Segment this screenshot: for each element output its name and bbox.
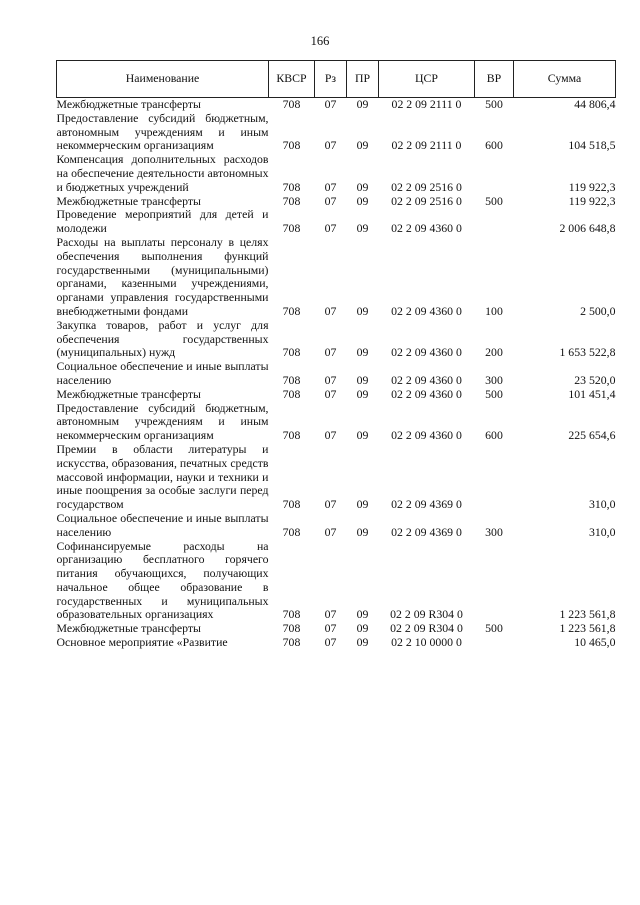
- cell-pr: 09: [356, 607, 369, 622]
- cell-name: Софинансируемые расходы на организацию бесплатного горячего питания обучающихся, получающих начальное общее образование в государственных и муниципальных образовательных организациях: [56, 538, 269, 622]
- column-header-sum: Сумма: [514, 61, 616, 98]
- cell-pr: 09: [356, 497, 369, 512]
- table-row: [57, 153, 616, 194]
- cell-vr: [475, 540, 514, 623]
- cell-rz: 07: [324, 386, 337, 401]
- table-row: [57, 443, 616, 512]
- budget-table: [56, 60, 616, 650]
- cell-kvsr: 708: [282, 97, 301, 111]
- cell-rz: 07: [324, 193, 337, 208]
- cell-pr: 09: [356, 621, 369, 636]
- cell-name: Компенсация дополнительных расходов на обеспечение деятельности автономных и бюджетных учреждений: [56, 152, 269, 194]
- cell-pr: 09: [356, 345, 369, 360]
- table-row: [57, 402, 616, 443]
- cell-vr: 500: [485, 386, 503, 401]
- cell-csr: 02 2 09 4360 0: [391, 428, 462, 443]
- cell-csr: 02 2 09 2516 0: [391, 179, 462, 194]
- cell-rz: 07: [324, 97, 337, 111]
- column-header-rz: Рз: [315, 61, 347, 98]
- cell-vr: 100: [485, 303, 503, 318]
- cell-pr: 09: [356, 372, 369, 387]
- cell-csr: 02 2 09 4369 0: [391, 524, 462, 539]
- cell-pr: 09: [356, 193, 369, 208]
- cell-csr: 02 2 09 4369 0: [391, 497, 462, 512]
- cell-kvsr: 708: [282, 524, 301, 539]
- cell-sum: 1 653 522,8: [559, 345, 616, 360]
- cell-sum: 119 922,3: [568, 193, 616, 208]
- cell-kvsr: 708: [282, 428, 301, 443]
- cell-csr: 02 2 09 R304 0: [390, 621, 463, 636]
- cell-name: Премии в области литературы и искусства, образования, печатных средств массовой информации, науки и техники и иные поощрения за особые заслуги перед государством: [56, 441, 269, 512]
- cell-vr: 500: [485, 621, 503, 636]
- cell-csr: 02 2 09 4360 0: [391, 303, 462, 318]
- table-row: [57, 540, 616, 623]
- cell-name: Проведение мероприятий для детей и молодежи: [56, 207, 269, 236]
- cell-pr: 09: [356, 303, 369, 318]
- cell-vr: 500: [485, 193, 503, 208]
- cell-pr: 09: [356, 635, 369, 650]
- cell-name: Межбюджетные трансферты: [56, 97, 201, 111]
- cell-kvsr: 708: [282, 621, 301, 636]
- table-row: [57, 388, 616, 402]
- cell-csr: 02 2 10 0000 0: [391, 635, 462, 650]
- cell-name: Предоставление субсидий бюджетным, автономным учреждениям и иным некоммерческим организациям: [56, 400, 269, 443]
- cell-sum: 104 518,5: [568, 138, 616, 153]
- page-number: 166: [310, 34, 330, 48]
- cell-vr: 600: [485, 138, 503, 153]
- cell-sum: 119 922,3: [568, 179, 616, 194]
- cell-vr: [475, 153, 514, 194]
- cell-csr: 02 2 09 R304 0: [390, 607, 463, 622]
- cell-vr: 500: [485, 97, 503, 111]
- cell-sum: 23 520,0: [574, 372, 616, 387]
- cell-kvsr: 708: [282, 179, 301, 194]
- cell-pr: 09: [356, 428, 369, 443]
- cell-csr: 02 2 09 4360 0: [391, 221, 462, 236]
- cell-vr: [475, 636, 514, 650]
- table-row: [57, 360, 616, 388]
- table-row: [57, 622, 616, 636]
- cell-vr: 600: [485, 428, 503, 443]
- cell-pr: 09: [356, 97, 369, 111]
- cell-vr: [475, 443, 514, 512]
- cell-kvsr: 708: [282, 303, 301, 318]
- cell-rz: 07: [324, 345, 337, 360]
- cell-csr: 02 2 09 2111 0: [391, 97, 462, 111]
- cell-kvsr: 708: [282, 386, 301, 401]
- cell-kvsr: 708: [282, 345, 301, 360]
- table-row: [57, 236, 616, 319]
- table-row: [57, 112, 616, 153]
- cell-rz: 07: [324, 179, 337, 194]
- cell-name: Основное мероприятие «Развитие: [56, 635, 228, 650]
- cell-sum: 310,0: [588, 524, 616, 539]
- table-row: [57, 208, 616, 236]
- cell-rz: 07: [324, 138, 337, 153]
- cell-vr: 300: [485, 524, 503, 539]
- cell-csr: 02 2 09 4360 0: [391, 345, 462, 360]
- cell-rz: 07: [324, 621, 337, 636]
- cell-name: Социальное обеспечение и иные выплаты населению: [56, 359, 269, 387]
- table-header-row: [57, 61, 616, 98]
- cell-rz: 07: [324, 303, 337, 318]
- cell-name: Закупка товаров, работ и услуг для обеспечения государственных (муниципальных) нужд: [56, 317, 269, 360]
- cell-name: Межбюджетные трансферты: [56, 621, 201, 636]
- cell-rz: 07: [324, 607, 337, 622]
- cell-sum: 2 500,0: [580, 303, 616, 318]
- cell-vr: [475, 208, 514, 236]
- cell-name: Предоставление субсидий бюджетным, автономным учреждениям и иным некоммерческим организациям: [56, 110, 269, 153]
- cell-rz: 07: [324, 221, 337, 236]
- table-row: [57, 636, 616, 650]
- cell-sum: 310,0: [588, 497, 616, 512]
- table-row: [57, 195, 616, 209]
- cell-csr: 02 2 09 2111 0: [391, 138, 462, 153]
- cell-kvsr: 708: [282, 372, 301, 387]
- cell-sum: 10 465,0: [574, 635, 616, 650]
- cell-csr: 02 2 09 4360 0: [391, 372, 462, 387]
- cell-vr: 200: [485, 345, 503, 360]
- cell-rz: 07: [324, 524, 337, 539]
- cell-sum: 101 451,4: [568, 386, 616, 401]
- cell-name: Расходы на выплаты персоналу в целях обеспечения выполнения функций государственными (муниципальными) органами, казенными учреждениями, органами управления государственными внебюджетными фондами: [56, 234, 269, 318]
- column-header-name: Наименование: [57, 61, 269, 98]
- cell-pr: 09: [356, 138, 369, 153]
- cell-kvsr: 708: [282, 221, 301, 236]
- cell-pr: 09: [356, 386, 369, 401]
- cell-sum: 1 223 561,8: [559, 607, 616, 622]
- cell-csr: 02 2 09 2516 0: [391, 193, 462, 208]
- column-header-vr: ВР: [475, 61, 514, 98]
- cell-sum: 2 006 648,8: [559, 221, 616, 236]
- cell-pr: 09: [356, 524, 369, 539]
- cell-pr: 09: [356, 179, 369, 194]
- column-header-csr: ЦСР: [379, 61, 475, 98]
- cell-kvsr: 708: [282, 635, 301, 650]
- cell-rz: 07: [324, 372, 337, 387]
- cell-kvsr: 708: [282, 607, 301, 622]
- cell-pr: 09: [356, 221, 369, 236]
- cell-kvsr: 708: [282, 193, 301, 208]
- table-row: [57, 319, 616, 360]
- cell-kvsr: 708: [282, 138, 301, 153]
- column-header-pr: ПР: [347, 61, 379, 98]
- table-row: [57, 98, 616, 112]
- cell-sum: 1 223 561,8: [559, 621, 616, 636]
- cell-rz: 07: [324, 428, 337, 443]
- cell-vr: 300: [485, 372, 503, 387]
- cell-rz: 07: [324, 635, 337, 650]
- cell-csr: 02 2 09 4360 0: [391, 386, 462, 401]
- cell-kvsr: 708: [282, 497, 301, 512]
- cell-sum: 225 654,6: [568, 428, 616, 443]
- cell-rz: 07: [324, 497, 337, 512]
- cell-name: Социальное обеспечение и иные выплаты населению: [56, 510, 269, 539]
- cell-name: Межбюджетные трансферты: [56, 386, 201, 401]
- cell-sum: 44 806,4: [574, 97, 616, 111]
- table-row: [57, 512, 616, 540]
- column-header-kvsr: КВСР: [269, 61, 315, 98]
- cell-name: Межбюджетные трансферты: [56, 193, 201, 208]
